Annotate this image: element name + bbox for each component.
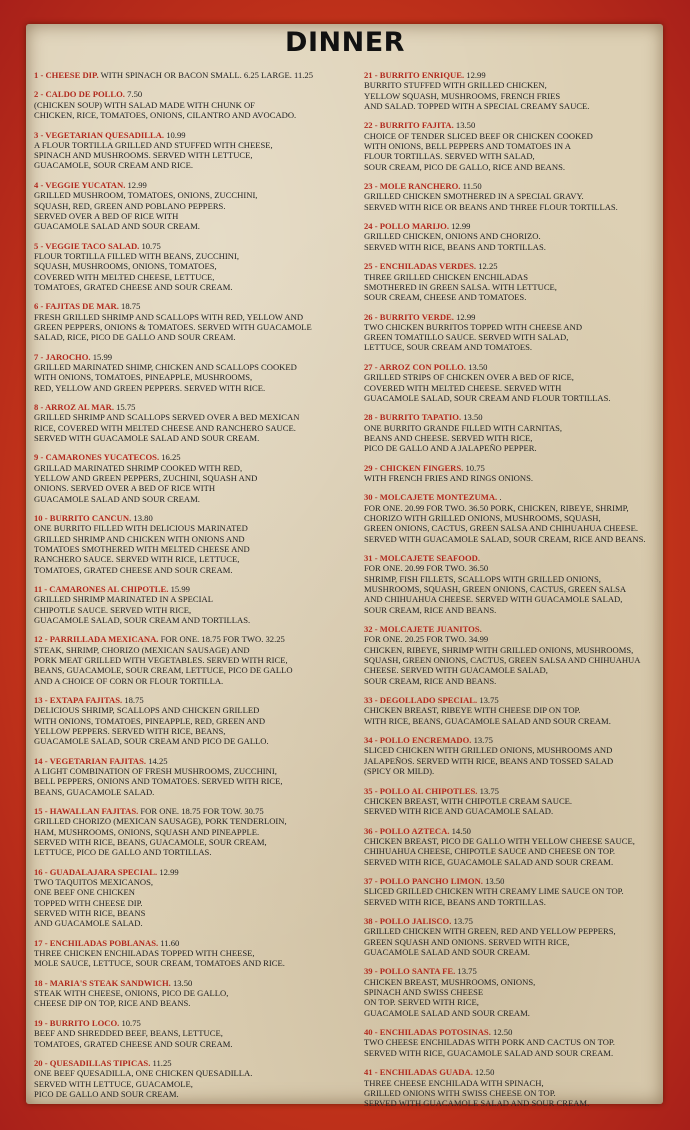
item-name: 6 - FAJITAS DE MAR. (34, 301, 119, 312)
item-name: 5 - VEGGIE TACO SALAD. (34, 240, 140, 251)
item-name: 31 - MOLCAJETE SEAFOOD. (364, 553, 481, 564)
item-price: 12.99 (453, 311, 476, 322)
item-name: 28 - BURRITO TAPATIO. (364, 412, 462, 423)
item-description: FLOUR TORTILLA FILLED WITH BEANS, ZUCCHINI, SQUASH, MUSHROOMS, ONIONS, TOMATOES, COVERED WITH MELTED CHEESE, LETTUCE, TOMATOES, GRATED CHEESE AND SOUR CREAM. (34, 250, 240, 292)
item-price: 12.50 (472, 1067, 495, 1078)
item-price: 13.50 (170, 977, 193, 988)
menu-item (34, 352, 354, 393)
item-name: 20 - QUESADILLAS TIPICAS. (34, 1058, 151, 1069)
item-description: ONE BEEF QUESADILLA, ONE CHICKEN QUESADILLA. SERVED WITH LETTUCE, GUACAMOLE, PICO DE GALLO AND SOUR CREAM. (34, 1068, 253, 1099)
menu-item (34, 938, 354, 969)
item-name: 22 - BURRITO FAJITA. (364, 120, 454, 131)
item-description: THREE CHICKEN ENCHILADAS TOPPED WITH CHEESE, MOLE SAUCE, LETTUCE, SOUR CREAM, TOMATOES AND RICE. (34, 948, 285, 969)
item-name: 12 - PARRILLADA MEXICANA. (34, 634, 159, 645)
item-price: 10.75 (119, 1017, 141, 1028)
item-description: FOR ONE. 20.99 FOR TWO. 36.50 SHRIMP, FISH FILLETS, SCALLOPS WITH GRILLED ONIONS, MUSHROOMS, SQUASH, GREEN ONIONS, CACTUS, GREEN SALSA AND CHIHUAHUA CHEESE. SERVED WITH GUACAMOLE SALAD, SOUR CREAM, RICE AND BEANS. (364, 563, 627, 615)
menu-item (34, 806, 354, 857)
item-name: 36 - POLLO AZTECA. (364, 825, 450, 836)
item-description: TWO TAQUITOS MEXICANOS, ONE BEEF ONE CHICKEN TOPPED WITH CHEESE DIP. SERVED WITH RICE, BEANS AND GUACAMOLE SALAD. (34, 877, 154, 929)
item-price: 13.75 (477, 785, 499, 796)
item-name: 4 - VEGGIE YUCATAN. (34, 179, 126, 190)
menu-column-right (364, 70, 660, 1118)
item-price: 12.99 (448, 221, 471, 232)
item-description: CHICKEN BREAST, RIBEYE WITH CHEESE DIP ON TOP. WITH RICE, BEANS, GUACAMOLE SALAD AND SOUR CREAM. (364, 705, 611, 726)
item-price: 15.99 (168, 584, 190, 595)
item-name: 17 - ENCHILADAS POBLANAS. (34, 937, 159, 948)
item-description: GRILLED SHRIMP AND SCALLOPS SERVED OVER A BED MEXICAN RICE, COVERED WITH MELTED CHEESE AND RANCHERO SAUCE. SERVED WITH GUACAMOLE SALAD AND SOUR CREAM. (34, 412, 300, 443)
item-price: 10.75 (463, 462, 485, 473)
item-description: GRILLED MUSHROOM, TOMATOES, ONIONS, ZUCCHINI, SQUASH, RED, GREEN AND POBLANO PEPPERS. SERVED OVER A BED OF RICE WITH GUACAMOLE SALAD AND SOUR CREAM. (34, 190, 258, 232)
menu-item (364, 876, 660, 907)
item-name: 14 - VEGETARIAN FAJITAS. (34, 755, 147, 766)
item-price: . (497, 492, 502, 503)
item-name: 10 - BURRITO CANCUN. (34, 513, 132, 524)
menu-item (364, 463, 660, 484)
item-name: 30 - MOLCAJETE MONTEZUMA. (364, 492, 498, 503)
item-price: 10.99 (164, 129, 186, 140)
item-name: 26 - BURRITO VERDE. (364, 311, 454, 322)
item-price: 13.75 (477, 695, 499, 706)
item-price: 18.75 (118, 301, 141, 312)
item-description: THREE GRILLED CHICKEN ENCHILADAS SMOTHERED IN GREEN SALSA. WITH LETTUCE, SOUR CREAM, CHEESE AND TOMATOES. (364, 271, 557, 303)
item-price: 12.99 (157, 866, 179, 877)
item-description: GRILLED MARINATED SHIMP, CHICKEN AND SCALLOPS COOKED WITH ONIONS, TOMATOES, PINEAPPLE, MUSHROOMS, RED, YELLOW AND GREEN PEPPERS. SERVED WITH RICE. (34, 361, 297, 393)
item-description: THREE CHEESE ENCHILADA WITH SPINACH, GRILLED ONIONS WITH SWISS CHEESE ON TOP. SERVED WITH GUACAMOLE SALAD AND SOUR CREAM. (364, 1077, 590, 1109)
item-name: 15 - HAWALLAN FAJITAS. (34, 806, 139, 817)
item-name: 11 - CAMARONES AL CHIPOTLE. (34, 584, 169, 595)
item-name: 1 - CHEESE DIP. (34, 70, 99, 80)
item-description: GRILLED CHICKEN, ONIONS AND CHORIZO. SERVED WITH RICE, BEANS AND TORTILLAS. (364, 231, 546, 252)
item-description: GRILLED CHICKEN WITH GREEN, RED AND YELLOW PEPPERS, GREEN SQUASH AND ONIONS. SERVED WITH RICE, GUACAMOLE SALAD AND SOUR CREAM. (364, 926, 616, 957)
item-description: ONE BURRITO FILLED WITH DELICIOUS MARINATED GRILLED SHRIMP AND CHICKEN WITH ONIONS AND TOMATOES SMOTHERED WITH MELTED CHEESE AND RANCHERO SAUCE. SERVED WITH RICE, LETTUCE, TOMATOES, GRATED CHEESE AND SOUR CREAM. (34, 523, 250, 575)
item-description: TWO CHICKEN BURRITOS TOPPED WITH CHEESE AND GREEN TOMATILLO SAUCE. SERVED WITH SALAD, LETTUCE, SOUR CREAM AND TOMATOES. (364, 321, 583, 353)
item-description: CHICKEN BREAST, PICO DE GALLO WITH YELLOW CHEESE SAUCE, CHIHUAHUA CHEESE, CHIPOTLE SAUCE AND CHEESE ON TOP. SERVED WITH RICE, GUACAMOLE SALAD AND SOUR CREAM. (364, 835, 635, 867)
item-name: 25 - ENCHILADAS VERDES. (364, 261, 477, 272)
menu-item (364, 412, 660, 453)
item-price: FOR ONE. 18.75 FOR TWO. 32.25 (158, 634, 285, 645)
menu-item (364, 1067, 660, 1108)
item-description: STEAK WITH CHEESE, ONIONS, PICO DE GALLO, CHEESE DIP ON TOP, RICE AND BEANS. (34, 988, 229, 1009)
menu-item (364, 966, 660, 1017)
item-price: 13.80 (131, 513, 153, 524)
menu-item (364, 70, 660, 111)
item-price: 18.75 (122, 695, 144, 706)
item-name: 24 - POLLO MARIJO. (364, 221, 449, 232)
menu-item (364, 695, 660, 726)
item-description: DELICIOUS SHRIMP, SCALLOPS AND CHICKEN GRILLED WITH ONIONS, TOMATOES, PINEAPPLE, RED, GREEN AND YELLOW PEPPERS. SERVED WITH RICE, BEANS, GUACAMOLE SALAD, SOUR CREAM AND PICO DE GALLO. (34, 705, 269, 747)
item-description: (CHICKEN SOUP) WITH SALAD MADE WITH CHUNK OF CHICKEN, RICE, TOMATOES, ONIONS, CILANTRO AND AVOCADO. (34, 99, 297, 121)
menu-item (34, 301, 354, 342)
item-price: 12.99 (125, 179, 147, 190)
item-description: GRILLED SHRIMP MARINATED IN A SPECIAL CHIPOTLE SAUCE. SERVED WITH RICE, GUACAMOLE SALAD, SOUR CREAM AND TORTILLAS. (34, 594, 251, 625)
menu-item (34, 241, 354, 292)
item-description: GRILLED CHICKEN SMOTHERED IN A SPECIAL GRAVY. SERVED WITH RICE OR BEANS AND THREE FLOUR TORTILLAS. (364, 191, 618, 212)
item-description: CHICKEN BREAST, MUSHROOMS, ONIONS, SPINACH AND SWISS CHEESE ON TOP. SERVED WITH RICE, GUACAMOLE SALAD AND SOUR CREAM. (364, 976, 536, 1018)
item-description: FRESH GRILLED SHRIMP AND SCALLOPS WITH RED, YELLOW AND GREEN PEPPERS, ONIONS & TOMATOES. SERVED WITH GUACAMOLE SALAD, RICE, PICO DE GALLO AND SOUR CREAM. (34, 311, 312, 343)
item-name: 32 - MOLCAJETE JUANITOS. (364, 624, 482, 635)
item-name: 41 - ENCHILADAS GUADA. (364, 1067, 473, 1078)
menu-item (364, 786, 660, 817)
item-name: 13 - EXTAPA FAJITAS. (34, 695, 123, 706)
item-name: 8 - ARROZ AL MAR. (34, 402, 114, 413)
item-description: SLICED CHICKEN WITH GRILLED ONIONS, MUSHROOMS AND JALAPEÑOS. SERVED WITH RICE, BEANS AND TOSSED SALAD (SPICY OR MILD). (364, 745, 614, 777)
item-description: A LIGHT COMBINATION OF FRESH MUSHROOMS, ZUCCHINI, BELL PEPPERS, ONIONS AND TOMATOES. SERVED WITH RICE, BEANS, GUACAMOLE SALAD. (34, 766, 283, 797)
menu-item (364, 1027, 660, 1058)
item-price: 10.75 (139, 240, 161, 251)
item-price: 14.25 (146, 755, 168, 766)
item-price: 11.25 (150, 1058, 172, 1069)
item-price: 13.50 (461, 412, 483, 423)
item-name: 3 - VEGETARIAN QUESADILLA. (34, 129, 165, 140)
item-name: 23 - MOLE RANCHERO. (364, 181, 461, 192)
item-name: 27 - ARROZ CON POLLO. (364, 361, 466, 372)
item-description: FOR ONE. 20.99 FOR TWO. 36.50 PORK, CHICKEN, RIBEYE, SHRIMP, CHORIZO WITH GRILLED ONIONS, MUSHROOMS, SQUASH, GREEN ONIONS, CACTUS, GREEN SALSA AND CHIHUAHUA CHEESE. SERVED WITH GUACAMOLE SALAD, SOUR CREAM, RICE AND BEANS. (364, 502, 646, 544)
menu-column-left (34, 70, 354, 1108)
item-price: 13.50 (453, 120, 476, 131)
menu-item (34, 180, 354, 231)
menu-item (364, 735, 660, 776)
item-name: 34 - POLLO ENCREMADO. (364, 735, 472, 746)
menu-item (364, 553, 660, 615)
item-description: BURRITO STUFFED WITH GRILLED CHICKEN, YELLOW SQUASH, MUSHROOMS, FRENCH FRIES AND SALAD. TOPPED WITH A SPECIAL CREAMY SAUCE. (364, 80, 590, 111)
item-price: 12.99 (464, 70, 486, 80)
menu-item (34, 70, 354, 80)
item-price: 13.75 (471, 735, 493, 746)
item-description: STEAK, SHRIMP, CHORIZO (MEXICAN SAUSAGE) AND PORK MEAT GRILLED WITH VEGETABLES. SERVED WITH RICE, BEANS, GUACAMOLE, SOUR CREAM, LETTUCE, PICO DE GALLO AND A CHOICE OF CORN OR FLOUR TORTILLA. (34, 644, 293, 686)
item-name: 29 - CHICKEN FINGERS. (364, 462, 464, 473)
menu-item (34, 1018, 354, 1049)
menu-item (364, 181, 660, 212)
item-description: FOR ONE. 20.25 FOR TWO. 34.99 CHICKEN, RIBEYE, SHRIMP WITH GRILLED ONIONS, MUSHROOMS, SQUASH, GREEN ONIONS, CACTUS, GREEN SALSA AND CHIHUAHUA CHEESE. SERVED WITH GUACAMOLE SALAD, SOUR CREAM, RICE AND BEANS. (364, 634, 641, 686)
item-name: 39 - POLLO SANTA FE. (364, 966, 456, 977)
item-description: CHICKEN BREAST, WITH CHIPOTLE CREAM SAUCE. SERVED WITH RICE AND GUACAMOLE SALAD. (364, 795, 573, 817)
item-name: 33 - DEGOLLADO SPECIAL. (364, 695, 478, 706)
item-price: FOR ONE. 18.75 FOR TOW. 30.75 (138, 806, 264, 817)
menu-item (34, 89, 354, 120)
item-description: GRILLED CHORIZO (MEXICAN SAUSAGE), PORK TENDERLOIN, HAM, MUSHROOMS, ONIONS, SQUASH AND PINEAPPLE. SERVED WITH RICE, BEANS, GUACAMOLE, SOUR CREAM, LETTUCE, PICO DE GALLO AND TORTILLAS. (34, 816, 287, 858)
item-name: 16 - GUADALAJARA SPECIAL. (34, 866, 158, 877)
item-description: SLICED GRILLED CHICKEN WITH CREAMY LIME SAUCE ON TOP. SERVED WITH RICE, BEANS AND TORTILLAS. (364, 886, 624, 907)
item-name: 35 - POLLO AL CHIPOTLES. (364, 785, 478, 796)
item-description: WITH FRENCH FRIES AND RINGS ONIONS. (364, 473, 534, 483)
item-price: 7.50 (124, 89, 143, 100)
menu-title: DINNER (285, 27, 405, 58)
menu-item (34, 978, 354, 1009)
item-price: 13.50 (465, 361, 488, 372)
item-name: 21 - BURRITO ENRIQUE. (364, 70, 465, 80)
menu-item (364, 120, 660, 171)
menu-item (364, 221, 660, 252)
menu-item (34, 402, 354, 443)
menu-item (34, 634, 354, 685)
menu-item (364, 826, 660, 867)
menu-item (364, 261, 660, 302)
item-price: 12.50 (490, 1027, 513, 1038)
item-description: ONE BURRITO GRANDE FILLED WITH CARNITAS, BEANS AND CHEESE. SERVED WITH RICE, PICO DE GALLO AND A JALAPEÑO PEPPER. (364, 422, 563, 454)
item-price: 15.99 (90, 351, 113, 362)
item-price: 12.25 (476, 261, 498, 272)
menu-item (34, 513, 354, 575)
menu-item (364, 624, 660, 686)
item-price: 13.75 (455, 966, 477, 977)
item-price: 13.50 (482, 876, 505, 886)
menu-item (34, 584, 354, 625)
item-name: 18 - MARIA'S STEAK SANDWICH. (34, 977, 171, 988)
item-price: 13.75 (451, 916, 473, 927)
menu-item (34, 1058, 354, 1099)
item-price: 11.60 (158, 937, 180, 948)
menu-item (34, 695, 354, 746)
item-name: 7 - JAROCHO. (34, 351, 91, 362)
item-description: GRILLED STRIPS OF CHICKEN OVER A BED OF RICE, COVERED WITH MELTED CHEESE. SERVED WITH GUACAMOLE SALAD, SOUR CREAM AND FLOUR TORTILLAS. (364, 372, 611, 403)
menu-item (34, 452, 354, 503)
menu-item (364, 916, 660, 957)
item-name: 37 - POLLO PANCHO LIMON. (364, 876, 483, 886)
menu-item (34, 867, 354, 929)
item-price: 11.50 (460, 181, 482, 192)
item-description: GRILLAD MARINATED SHRIMP COOKED WITH RED, YELLOW AND GREEN PEPPERS, ZUCHINI, SQUASH AND ONIONS. SERVED OVER A BED OF RICE WITH GUACAMOLE SALAD AND SOUR CREAM. (34, 462, 258, 504)
menu-item (364, 362, 660, 403)
item-name: 40 - ENCHILADAS POTOSINAS. (364, 1027, 491, 1038)
item-description: A FLOUR TORTILLA GRILLED AND STUFFED WITH CHEESE, SPINACH AND MUSHROOMS. SERVED WITH LETTUCE, GUACAMOLE, SOUR CREAM AND RICE. (34, 139, 273, 171)
item-name: 38 - POLLO JALISCO. (364, 916, 452, 927)
item-price: 14.50 (449, 825, 471, 836)
item-price: 15.75 (113, 402, 136, 413)
item-description: TWO CHEESE ENCHILADAS WITH PORK AND CACTUS ON TOP. SERVED WITH RICE, GUACAMOLE SALAD AND SOUR CREAM. (364, 1037, 615, 1058)
item-name: 2 - CALDO DE POLLO. (34, 89, 125, 100)
item-description: BEEF AND SHREDDED BEEF, BEANS, LETTUCE, TOMATOES, GRATED CHEESE AND SOUR CREAM. (34, 1028, 233, 1049)
menu-item (364, 492, 660, 543)
item-price: 16.25 (159, 452, 181, 463)
item-description: CHOICE OF TENDER SLICED BEEF OR CHICKEN COOKED WITH ONIONS, BELL PEPPERS AND TOMATOES IN A FLOUR TORTILLAS. SERVED WITH SALAD, SOUR CREAM, PICO DE GALLO, RICE AND BEANS. (364, 130, 593, 172)
item-price: WITH SPINACH OR BACON SMALL. 6.25 LARGE. 11.25 (98, 70, 314, 80)
item-name: 9 - CAMARONES YUCATECOS. (34, 452, 160, 463)
item-name: 19 - BURRITO LOCO. (34, 1017, 120, 1028)
menu-item (34, 756, 354, 797)
menu-item (364, 312, 660, 353)
menu-item (34, 130, 354, 171)
